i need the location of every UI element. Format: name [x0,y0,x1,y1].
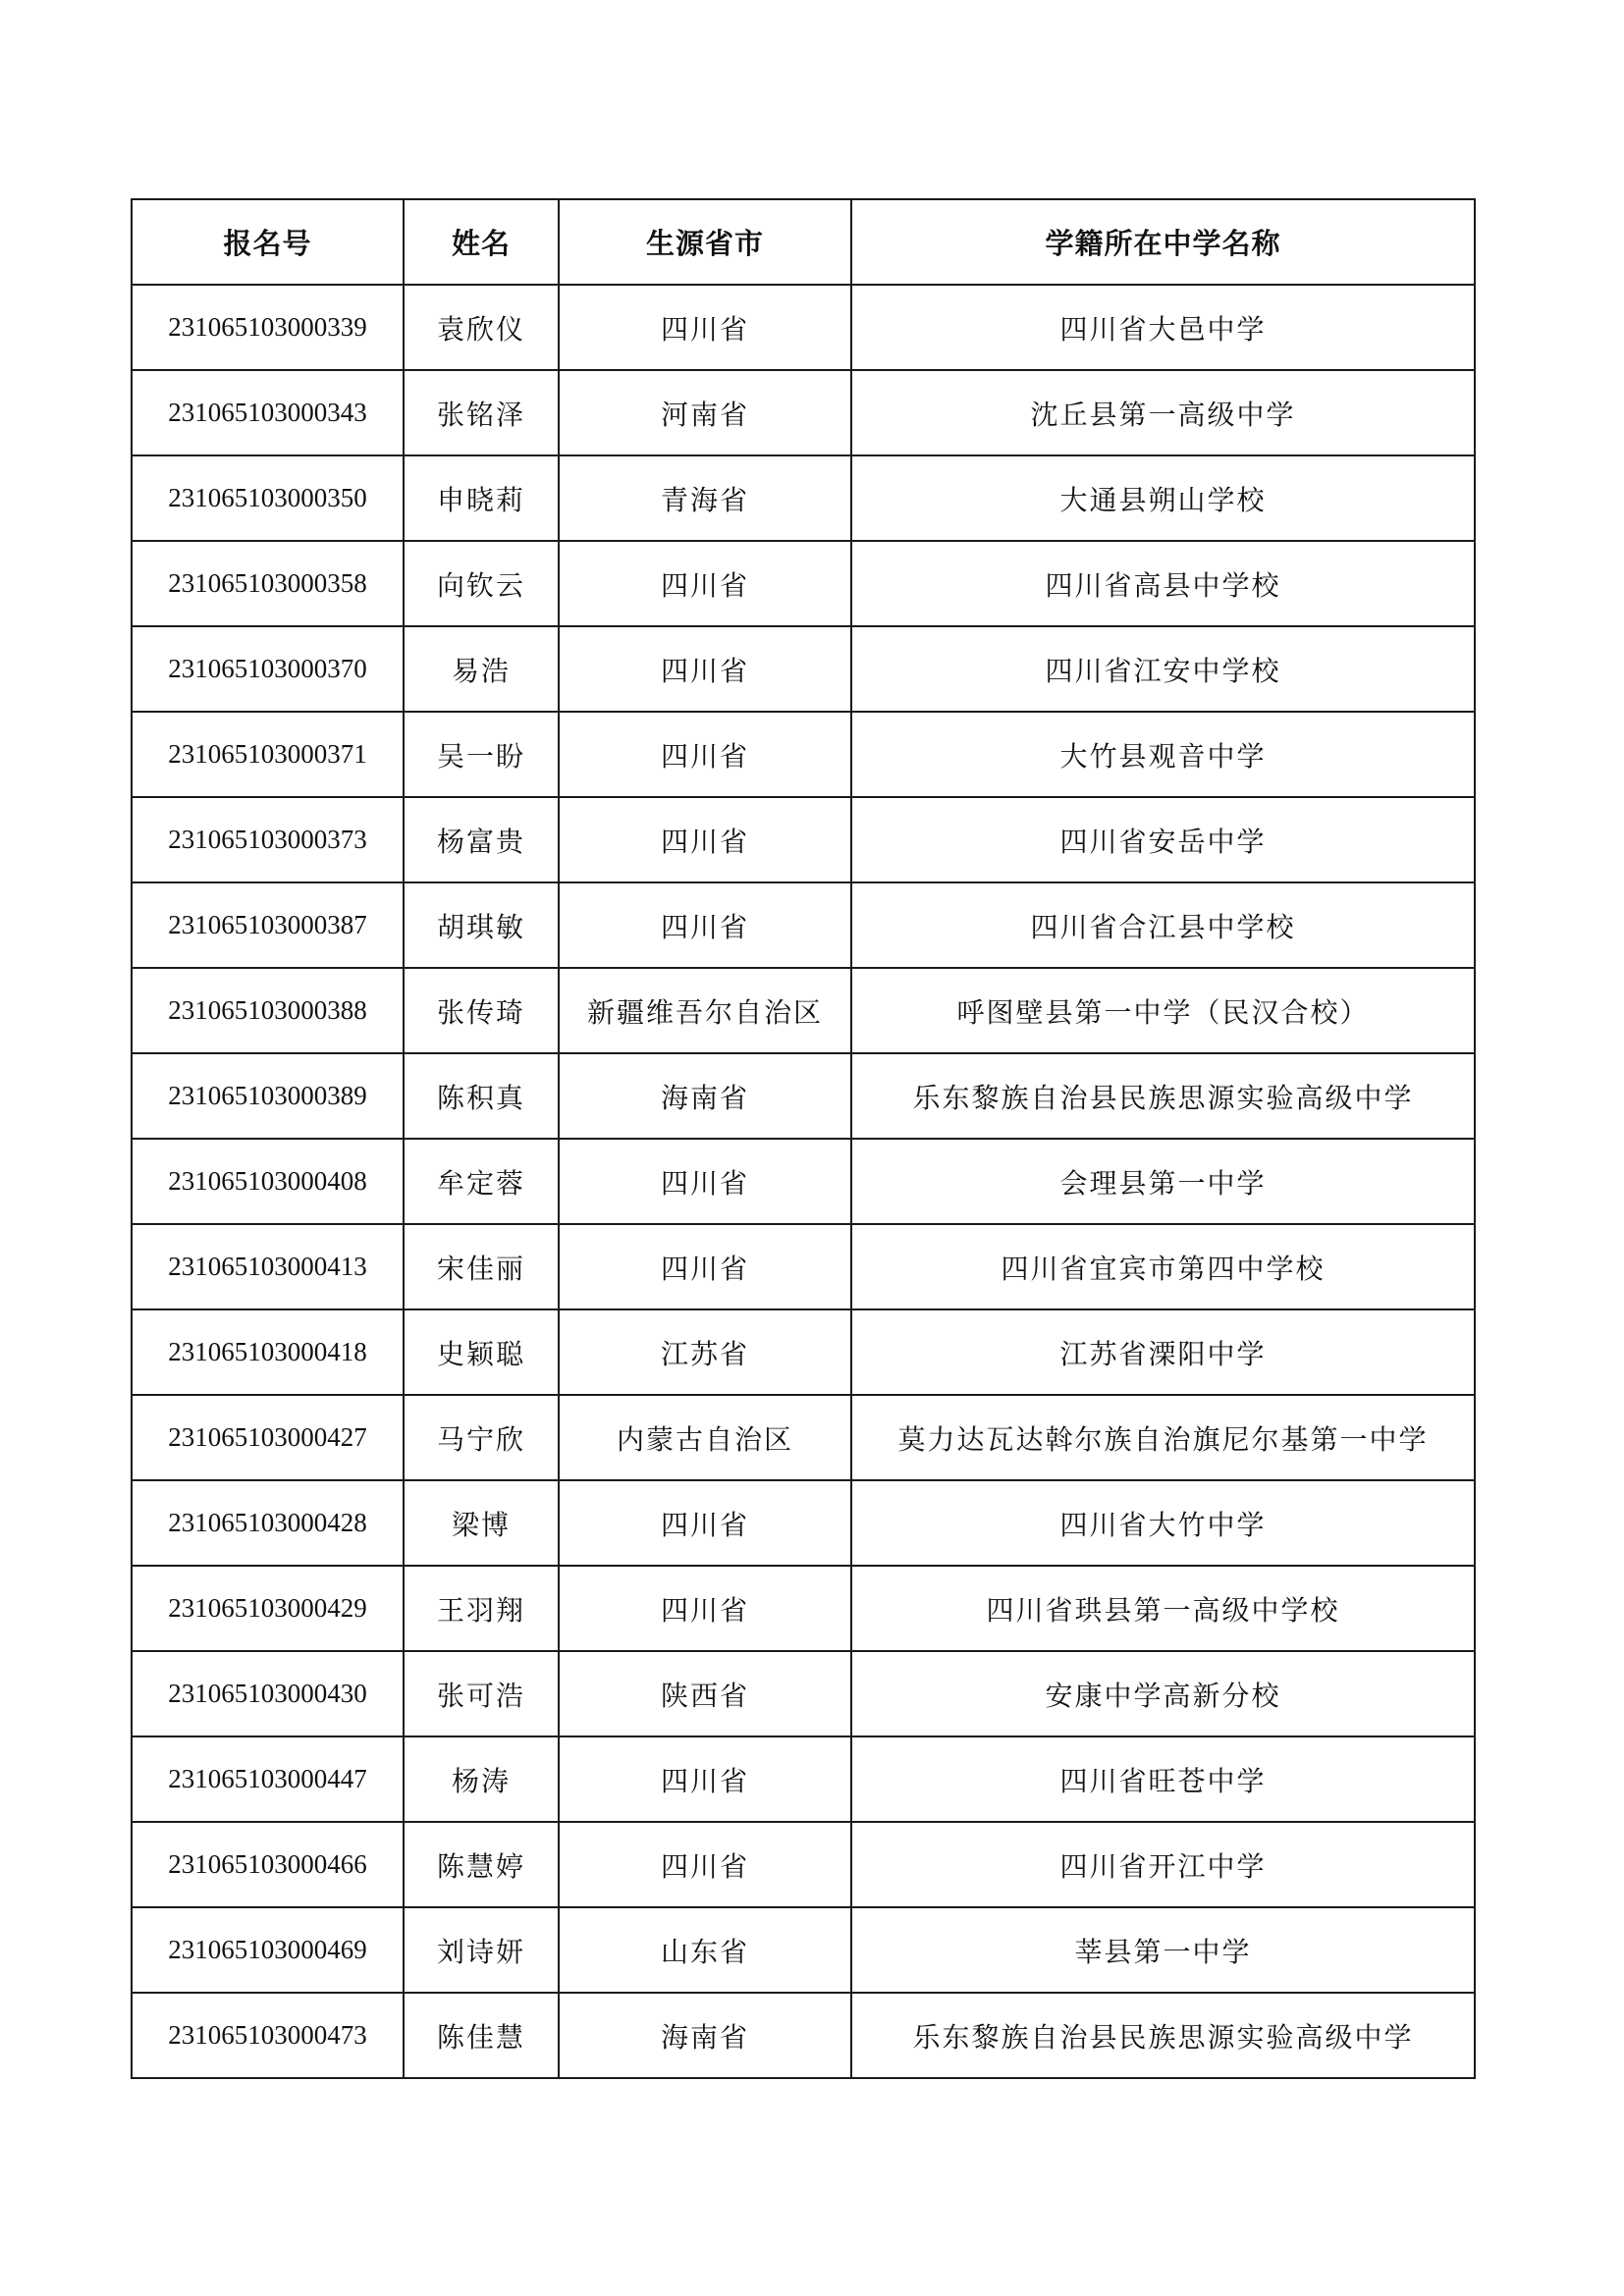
table-row [132,968,1475,1053]
registration-number-cell: 231065103000429 [132,1566,404,1651]
registration-number-cell: 231065103000466 [132,1822,404,1907]
high-school-cell: 四川省珙县第一高级中学校 [851,1566,1475,1651]
header-origin-province: 生源省市 [559,199,851,285]
registration-number-cell: 231065103000413 [132,1224,404,1309]
student-name-cell: 胡琪敏 [404,882,559,968]
student-name-cell: 张可浩 [404,1651,559,1736]
student-name-cell: 陈积真 [404,1053,559,1139]
table-row [132,1309,1475,1395]
student-name-cell: 张铭泽 [404,370,559,455]
origin-province-cell: 四川省 [559,797,851,882]
admission-roster-table [131,198,1476,2079]
student-name-cell: 易浩 [404,626,559,712]
origin-province-cell: 海南省 [559,1993,851,2078]
registration-number-cell: 231065103000343 [132,370,404,455]
origin-province-cell: 四川省 [559,1822,851,1907]
high-school-cell: 四川省宜宾市第四中学校 [851,1224,1475,1309]
registration-number-cell: 231065103000418 [132,1309,404,1395]
origin-province-cell: 新疆维吾尔自治区 [559,968,851,1053]
table-row [132,626,1475,712]
registration-number-cell: 231065103000469 [132,1907,404,1993]
table-row [132,455,1475,541]
student-name-cell: 吴一盼 [404,712,559,797]
high-school-cell: 大通县朔山学校 [851,455,1475,541]
student-name-cell: 史颖聪 [404,1309,559,1395]
registration-number-cell: 231065103000350 [132,455,404,541]
table-row [132,285,1475,370]
high-school-cell: 莘县第一中学 [851,1907,1475,1993]
table-row [132,1736,1475,1822]
header-name: 姓名 [404,199,559,285]
table-row [132,712,1475,797]
table-body [132,285,1475,2078]
table-row [132,1224,1475,1309]
table-row [132,797,1475,882]
registration-number-cell: 231065103000473 [132,1993,404,2078]
header-registration-number: 报名号 [132,199,404,285]
table-header [132,199,1475,285]
origin-province-cell: 四川省 [559,1224,851,1309]
table-row [132,1993,1475,2078]
high-school-cell: 大竹县观音中学 [851,712,1475,797]
high-school-cell: 沈丘县第一高级中学 [851,370,1475,455]
registration-number-cell: 231065103000428 [132,1480,404,1566]
high-school-cell: 四川省合江县中学校 [851,882,1475,968]
table-row [132,1566,1475,1651]
high-school-cell: 四川省江安中学校 [851,626,1475,712]
origin-province-cell: 内蒙古自治区 [559,1395,851,1480]
registration-number-cell: 231065103000388 [132,968,404,1053]
table-row [132,1395,1475,1480]
origin-province-cell: 四川省 [559,712,851,797]
table-row [132,1053,1475,1139]
student-name-cell: 刘诗妍 [404,1907,559,1993]
student-name-cell: 陈慧婷 [404,1822,559,1907]
origin-province-cell: 四川省 [559,1736,851,1822]
table-row [132,882,1475,968]
registration-number-cell: 231065103000371 [132,712,404,797]
origin-province-cell: 四川省 [559,626,851,712]
student-name-cell: 杨涛 [404,1736,559,1822]
high-school-cell: 四川省开江中学 [851,1822,1475,1907]
registration-number-cell: 231065103000389 [132,1053,404,1139]
registration-number-cell: 231065103000447 [132,1736,404,1822]
table-row [132,370,1475,455]
high-school-cell: 四川省安岳中学 [851,797,1475,882]
origin-province-cell: 江苏省 [559,1309,851,1395]
table-row [132,1907,1475,1993]
header-high-school-name: 学籍所在中学名称 [851,199,1475,285]
student-name-cell: 袁欣仪 [404,285,559,370]
high-school-cell: 四川省高县中学校 [851,541,1475,626]
registration-number-cell: 231065103000339 [132,285,404,370]
high-school-cell: 安康中学高新分校 [851,1651,1475,1736]
registration-number-cell: 231065103000373 [132,797,404,882]
student-name-cell: 梁博 [404,1480,559,1566]
header-row [132,199,1475,285]
origin-province-cell: 四川省 [559,1139,851,1224]
origin-province-cell: 山东省 [559,1907,851,1993]
registration-number-cell: 231065103000370 [132,626,404,712]
student-name-cell: 杨富贵 [404,797,559,882]
student-name-cell: 王羽翔 [404,1566,559,1651]
origin-province-cell: 四川省 [559,541,851,626]
origin-province-cell: 四川省 [559,882,851,968]
high-school-cell: 呼图壁县第一中学（民汉合校） [851,968,1475,1053]
student-name-cell: 张传琦 [404,968,559,1053]
student-name-cell: 宋佳丽 [404,1224,559,1309]
origin-province-cell: 四川省 [559,285,851,370]
origin-province-cell: 陕西省 [559,1651,851,1736]
high-school-cell: 乐东黎族自治县民族思源实验高级中学 [851,1053,1475,1139]
high-school-cell: 四川省大竹中学 [851,1480,1475,1566]
registration-number-cell: 231065103000358 [132,541,404,626]
table-row [132,541,1475,626]
table-row [132,1651,1475,1736]
table-row [132,1480,1475,1566]
table-row [132,1139,1475,1224]
registration-number-cell: 231065103000427 [132,1395,404,1480]
registration-number-cell: 231065103000408 [132,1139,404,1224]
origin-province-cell: 青海省 [559,455,851,541]
high-school-cell: 莫力达瓦达斡尔族自治旗尼尔基第一中学 [851,1395,1475,1480]
high-school-cell: 乐东黎族自治县民族思源实验高级中学 [851,1993,1475,2078]
student-name-cell: 牟定蓉 [404,1139,559,1224]
high-school-cell: 四川省旺苍中学 [851,1736,1475,1822]
student-name-cell: 申晓莉 [404,455,559,541]
student-name-cell: 向钦云 [404,541,559,626]
high-school-cell: 会理县第一中学 [851,1139,1475,1224]
table-row [132,1822,1475,1907]
origin-province-cell: 海南省 [559,1053,851,1139]
registration-number-cell: 231065103000430 [132,1651,404,1736]
student-name-cell: 马宁欣 [404,1395,559,1480]
registration-number-cell: 231065103000387 [132,882,404,968]
origin-province-cell: 河南省 [559,370,851,455]
origin-province-cell: 四川省 [559,1480,851,1566]
high-school-cell: 四川省大邑中学 [851,285,1475,370]
origin-province-cell: 四川省 [559,1566,851,1651]
student-name-cell: 陈佳慧 [404,1993,559,2078]
high-school-cell: 江苏省溧阳中学 [851,1309,1475,1395]
